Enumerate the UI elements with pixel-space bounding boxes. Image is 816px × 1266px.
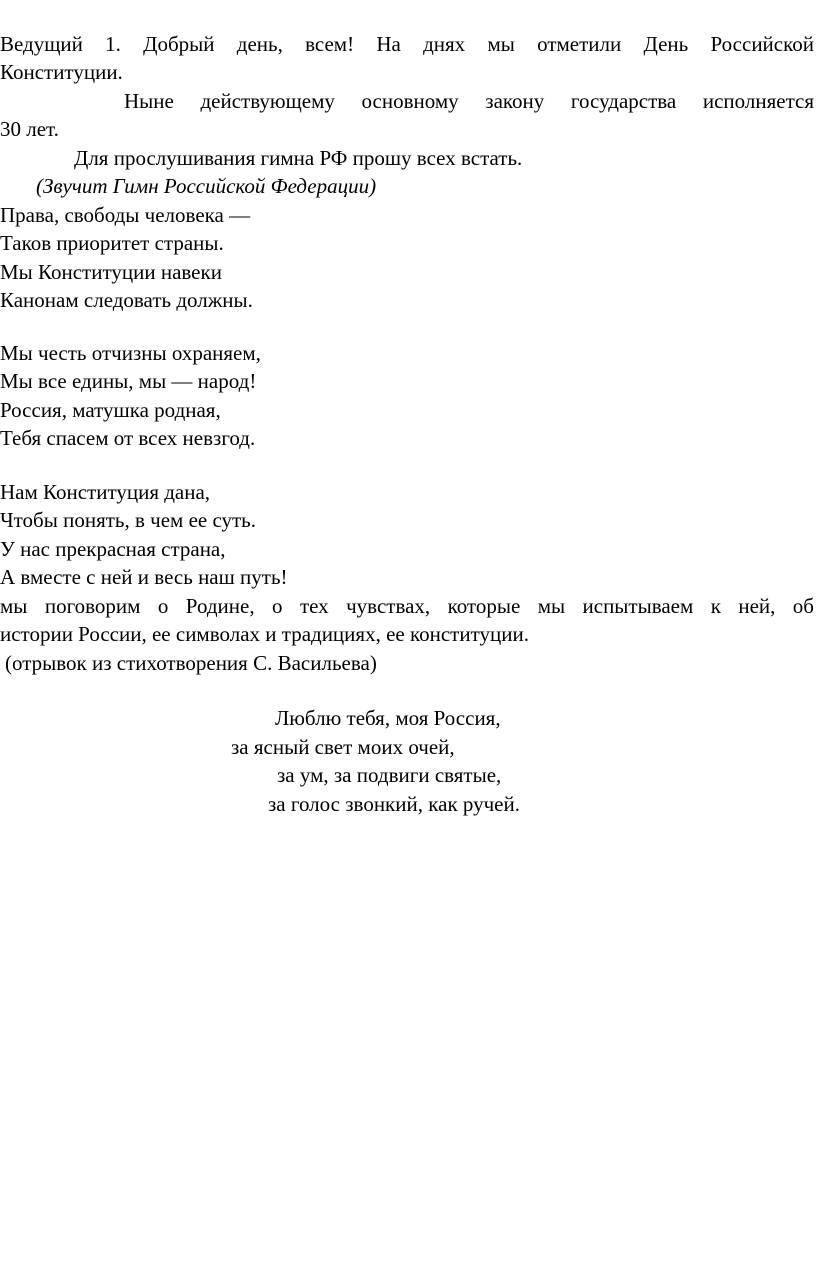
attribution: (отрывок из стихотворения С. Васильева) [5, 651, 377, 675]
poem1-stanza1-line-4: Канонам следовать должны. [0, 288, 253, 312]
poem1-stanza2-line-1: Мы честь отчизны охраняем, [0, 341, 261, 365]
closing-line-2: истории России, ее символах и традициях, ее конституции. [0, 622, 529, 646]
closing-line-1: мы поговорим о Родине, о тех чувствах, которые мы испытываем к ней, об [0, 594, 814, 618]
intro-line-4: 30 лет. [0, 117, 59, 141]
intro-line-2: Конституции. [0, 60, 123, 84]
poem1-stanza3-line-4: А вместе с ней и весь наш путь! [0, 565, 288, 589]
poem2-line-3: за ум, за подвиги святые, [277, 763, 502, 787]
poem2-line-2: за ясный свет моих очей, [231, 735, 455, 759]
poem1-stanza3-line-1: Нам Конституция дана, [0, 480, 211, 504]
poem1-stanza3-line-2: Чтобы понять, в чем ее суть. [0, 508, 257, 532]
poem2-line-4: за голос звонкий, как ручей. [268, 792, 520, 816]
poem1-stanza2-line-4: Тебя спасем от всех невзгод. [0, 426, 256, 450]
poem1-stanza3-line-3: У нас прекрасная страна, [0, 537, 226, 561]
stage-direction: (Звучит Гимн Российской Федерации) [36, 174, 377, 198]
intro-line-1: Ведущий 1. Добрый день, всем! На днях мы отметили День Российской [0, 32, 814, 56]
poem2-line-1: Люблю тебя, моя Россия, [275, 706, 501, 730]
intro-line-5: Для прослушивания гимна РФ прошу всех встать. [74, 146, 523, 170]
poem1-stanza1-line-2: Таков приоритет страны. [0, 231, 224, 255]
intro-line-3: Ныне действующему основному закону государства исполняется [124, 89, 814, 113]
poem1-stanza1-line-1: Права, свободы человека — [0, 203, 251, 227]
poem1-stanza2-line-3: Россия, матушка родная, [0, 398, 221, 422]
poem1-stanza2-line-2: Мы все едины, мы — народ! [0, 369, 257, 393]
poem1-stanza1-line-3: Мы Конституции навеки [0, 260, 222, 284]
